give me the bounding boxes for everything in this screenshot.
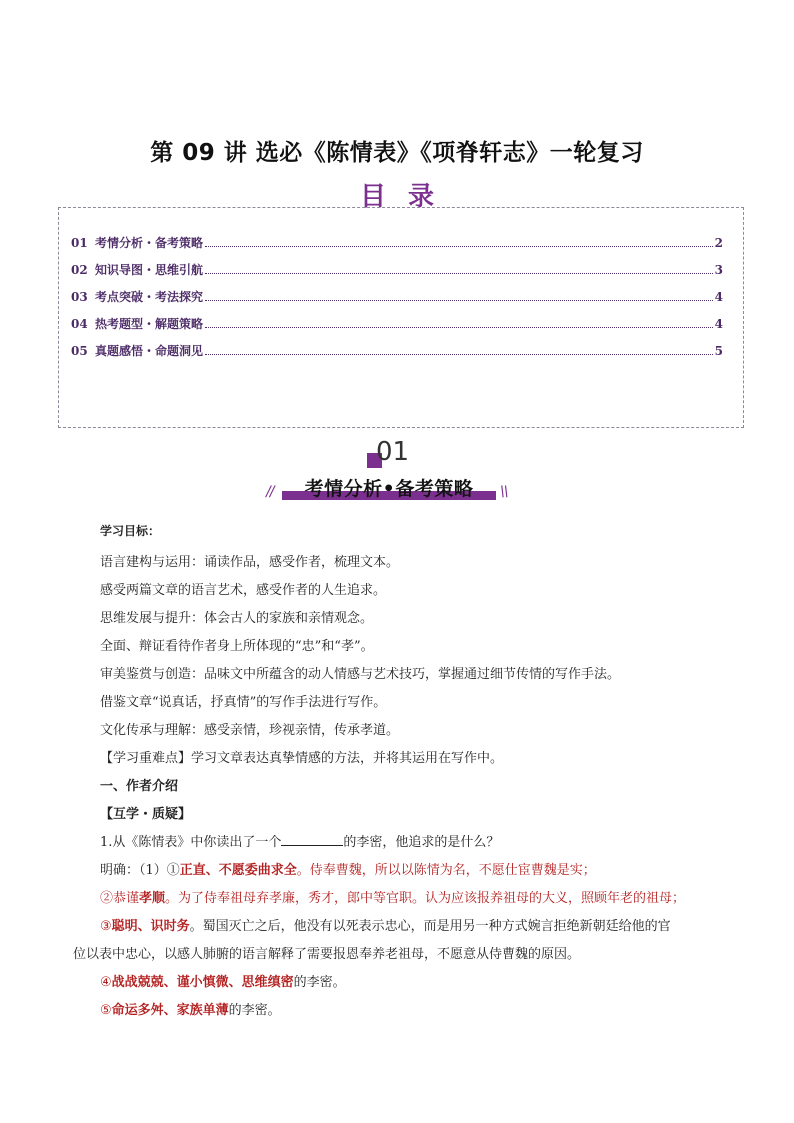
answer-3-prefix: ③ — [100, 919, 112, 934]
key-point: 【学习重难点】学习文章表达真挚情感的方法，并将其运用在写作中。 — [100, 751, 504, 766]
main-content — [73, 517, 740, 1025]
section-banner — [282, 474, 496, 500]
goal-item: 文化传承与理解：感受亲情，珍视亲情，传承孝道。 — [100, 723, 400, 738]
toc-item-page: 4 — [714, 290, 723, 304]
answer-5 — [100, 997, 740, 1025]
answer-4-prefix: ④ — [100, 975, 112, 990]
toc-item-number: 04 — [71, 317, 88, 331]
answer-2-prefix: ②恭谨 — [100, 891, 140, 906]
answer-blank — [281, 833, 343, 846]
answer-1-rest: 。侍奉曹魏，所以以陈情为名，不愿仕宦曹魏是实； — [296, 863, 596, 878]
toc-item-page: 2 — [714, 236, 723, 250]
toc-item-page: 5 — [714, 344, 723, 358]
goal-item: 审美鉴赏与创造：品味文中所蕴含的动人情感与艺术技巧，掌握通过细节传情的写作手法。 — [100, 667, 621, 682]
toc-item-number: 01 — [71, 236, 88, 250]
toc-leader-dots — [205, 273, 713, 274]
toc-leader-dots — [205, 327, 713, 328]
table-of-contents — [58, 207, 744, 428]
goal-item: 思维发展与提升：体会古人的家族和亲情观念。 — [100, 611, 374, 626]
answer-2-rest: 。为了侍奉祖母弃孝廉，秀才，郎中等官职。认为应该报养祖母的大义，照顾年老的祖母； — [165, 891, 686, 906]
answer-2 — [100, 885, 740, 913]
goal-heading: 学习目标： — [100, 524, 161, 538]
answer-1 — [100, 857, 740, 885]
toc-item-label: 热考题型・解题策略 — [95, 317, 204, 331]
toc-item[interactable] — [71, 315, 723, 342]
answer-3-key: 聪明、识时务 — [111, 919, 190, 934]
answer-3-rest: 。蜀国灭亡之后，他没有以死表示忠心，而是用另一种方式婉言拒绝新朝廷给他的官 — [189, 919, 671, 934]
toc-leader-dots — [205, 354, 713, 355]
toc-item-number: 05 — [71, 344, 88, 358]
toc-leader-dots — [205, 246, 713, 247]
section-number: 01 — [376, 437, 410, 467]
toc-item-label: 真题感悟・命题洞见 — [95, 344, 204, 358]
toc-item[interactable] — [71, 234, 723, 261]
answer-5-key: 命运多舛、家族单薄 — [111, 1003, 229, 1018]
toc-item-label: 知识导图・思维引航 — [95, 263, 204, 277]
question-text-after: 的李密，他追求的是什么？ — [343, 835, 500, 850]
goal-list — [100, 549, 740, 745]
banner-deco-right: \\ — [500, 484, 508, 500]
toc-list — [71, 234, 723, 369]
goal-item: 感受两篇文章的语言艺术，感受作者的人生追求。 — [100, 583, 387, 598]
toc-item[interactable] — [71, 288, 723, 315]
toc-item-label: 考情分析・备考策略 — [95, 236, 204, 250]
toc-heading: 目录 — [359, 182, 456, 212]
sub-heading: 一、作者介绍 — [100, 779, 179, 794]
question-1 — [100, 829, 740, 857]
toc-item-number: 02 — [71, 263, 88, 277]
answer-4 — [100, 969, 740, 997]
mutual-heading: 【互学・质疑】 — [100, 807, 192, 822]
question-text-before: 1.从《陈情表》中你读出了一个 — [100, 835, 282, 850]
answer-1-prefix: 明确：（1）① — [100, 863, 180, 878]
goal-item: 全面、辩证看待作者身上所体现的“忠”和“孝”。 — [100, 639, 374, 654]
answer-3-continued: 位以表中忠心，以感人肺腑的语言解释了需要报恩奉养老祖母，不愿意从侍曹魏的原因。 — [73, 947, 581, 962]
toc-item-page: 4 — [714, 317, 723, 331]
answer-4-key: 战战兢兢、谨小慎微、思维缜密 — [111, 975, 294, 990]
toc-leader-dots — [205, 300, 713, 301]
answer-5-prefix: ⑤ — [100, 1003, 112, 1018]
goal-item: 语言建构与运用：诵读作品，感受作者，梳理文本。 — [100, 555, 400, 570]
answer-2-key: 孝顺 — [139, 891, 166, 906]
answer-3 — [100, 913, 740, 941]
answer-5-rest: 的李密。 — [228, 1003, 281, 1018]
banner-deco-left: // — [266, 484, 274, 500]
toc-item[interactable] — [71, 342, 723, 369]
answer-4-rest: 的李密。 — [293, 975, 346, 990]
toc-item-number: 03 — [71, 290, 88, 304]
section-title: 考情分析•备考策略 — [304, 478, 474, 500]
toc-item-page: 3 — [714, 263, 723, 277]
toc-item[interactable] — [71, 261, 723, 288]
answer-1-key: 正直、不愿委曲求全 — [179, 863, 297, 878]
goal-item: 借鉴文章“说真话，抒真情”的写作手法进行写作。 — [100, 695, 387, 710]
toc-item-label: 考点突破・考法探究 — [95, 290, 204, 304]
page-title: 第 09 讲 选必《陈情表》《项脊轩志》一轮复习 — [150, 140, 644, 166]
